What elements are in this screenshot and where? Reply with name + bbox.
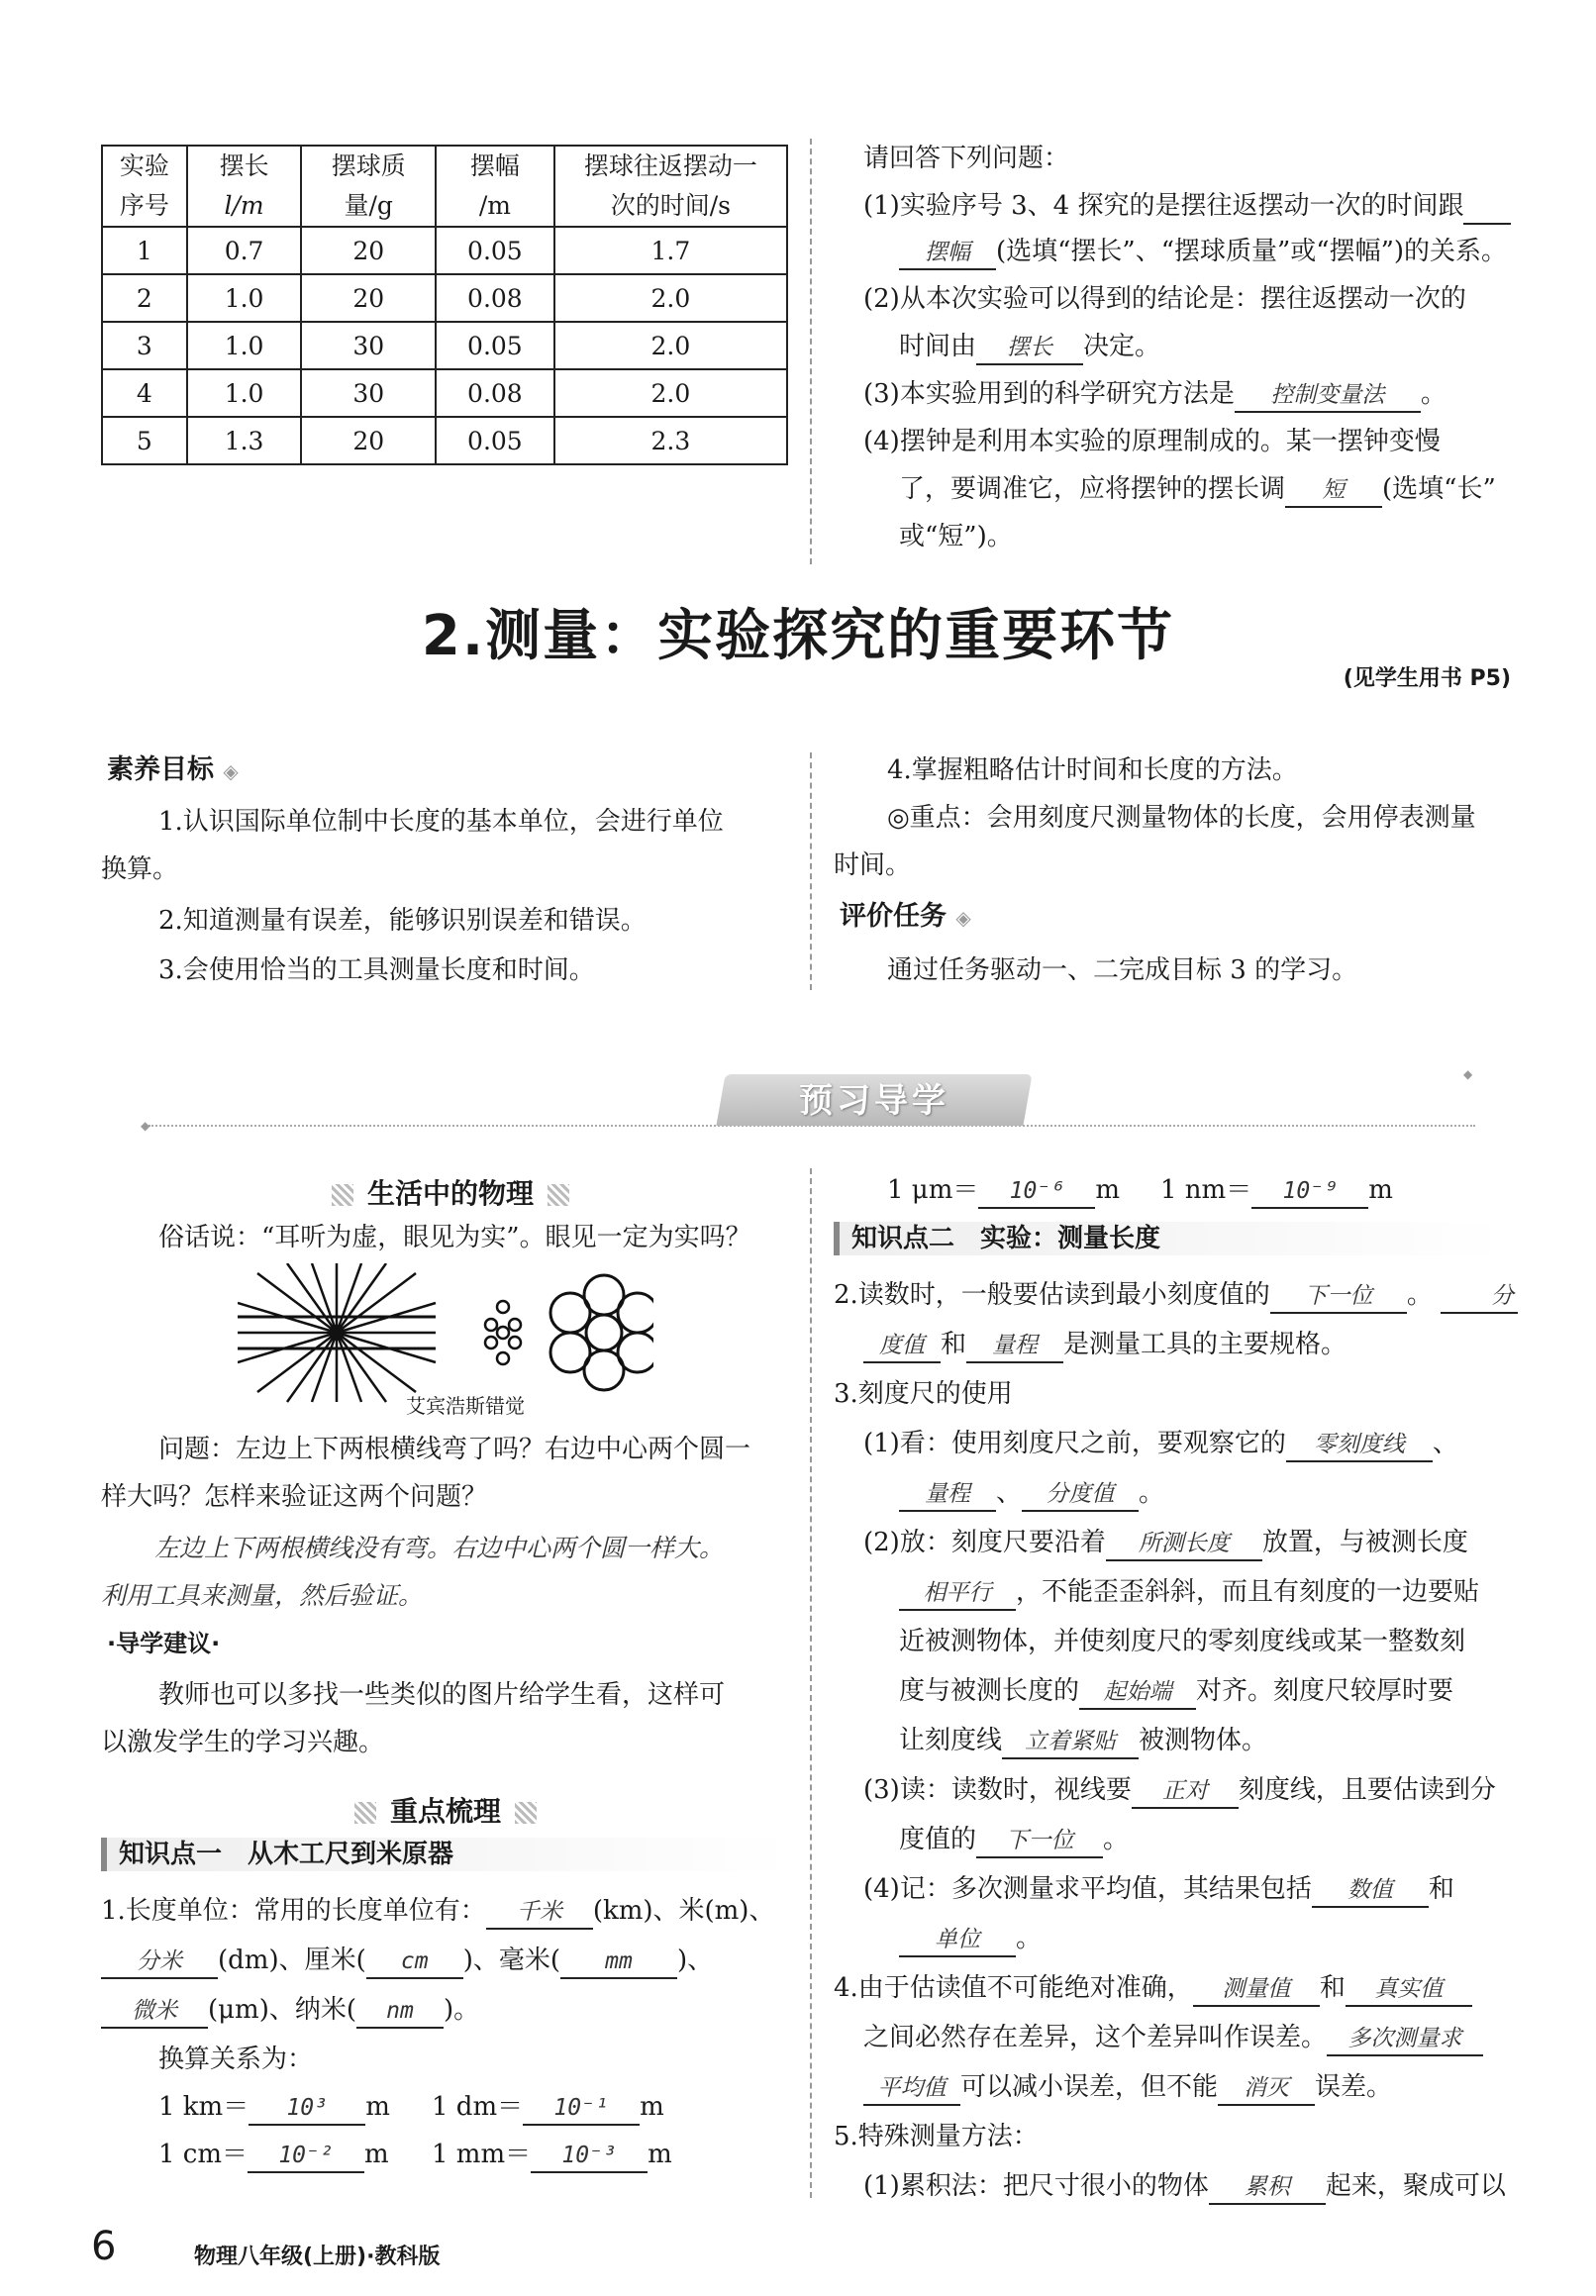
answer-blank[interactable]: 下一位 — [1270, 1280, 1407, 1314]
reading-line-2: 度值 和 量程 是测量工具的主要规格。 — [863, 1327, 1347, 1363]
table-header-cell: 摆球质 量/g — [301, 146, 436, 227]
diamond-icon: ◈ — [223, 759, 239, 783]
question-1: (1)实验序号 3、4 探究的是摆往返摆动一次的时间跟 — [863, 188, 1511, 225]
question-1-cont: 摆幅 (选填“摆长”、“摆球质量”或“摆幅”)的关系。 — [899, 234, 1507, 270]
task-text: 通过任务驱动一、二完成目标 3 的学习。 — [887, 955, 1358, 985]
units-line-1: 1.长度单位：常用的长度单位有： 千米 (km)、米(m)、 — [101, 1893, 774, 1930]
banner-left-dot: ◆ — [141, 1119, 150, 1133]
table-header-cell: 摆幅 /m — [436, 146, 554, 227]
answer-blank[interactable]: 下一位 — [976, 1825, 1103, 1858]
ruler-record: (4)记：多次测量求平均值，其结果包括 数值 和 — [863, 1871, 1454, 1908]
experiment-table — [101, 145, 788, 465]
large-circles-icon — [550, 1275, 653, 1390]
answer-blank[interactable]: 摆长 — [976, 332, 1083, 365]
answer-blank[interactable]: mm — [560, 1946, 677, 1979]
goal-1: 1.认识国际单位制中长度的基本单位，会进行单位 — [158, 807, 724, 837]
question-2: (2)从本次实验可以得到的结论是：摆往返摆动一次的 — [863, 284, 1466, 314]
table-header-cell: 实验 序号 — [102, 146, 187, 227]
table-row: 3 1.0 30 0.05 2.0 — [102, 322, 787, 369]
answer-blank[interactable]: 测量值 — [1193, 1973, 1320, 2007]
page-reference: (见学生用书 P5) — [1343, 666, 1511, 691]
ruler-place-4: 度与被测长度的 起始端 对齐。刻度尺较厚时要 — [899, 1673, 1453, 1710]
answer-blank[interactable]: 10⁻⁶ — [978, 1175, 1095, 1209]
answer-blank[interactable]: 零刻度线 — [1286, 1429, 1433, 1462]
conversion-heading: 换算关系为： — [158, 2045, 314, 2074]
units-line-3: 微米 (μm)、纳米( nm )。 — [101, 1992, 479, 2029]
handwritten-answer: 左边上下两根横线没有弯。右边中心两个圆一样大。 — [154, 1534, 725, 1562]
answer-blank[interactable]: 真实值 — [1346, 1973, 1472, 2007]
ruler-look: (1)看：使用刻度尺之前，要观察它的 零刻度线 、 — [863, 1426, 1458, 1462]
answer-blank[interactable]: 10⁻¹ — [523, 2092, 640, 2126]
answer-blank[interactable]: 10⁻² — [248, 2140, 364, 2173]
question-text-cont: 样大吗？怎样来验证这两个问题？ — [101, 1482, 488, 1512]
answer-blank[interactable]: 分 — [1441, 1280, 1518, 1314]
conversion-mm: 1 mm＝ 10⁻³ m — [432, 2137, 672, 2173]
section-title: 2.测量：实验探究的重要环节 — [421, 604, 1175, 668]
conversion-cm: 1 cm＝ 10⁻² m — [158, 2137, 389, 2173]
page-number: 6 — [91, 2224, 117, 2269]
answer-blank[interactable]: cm — [366, 1946, 463, 1979]
answer-blank[interactable]: 控制变量法 — [1235, 379, 1421, 413]
task-heading: 评价任务 ◈ — [840, 901, 971, 932]
answer-blank[interactable]: 平均值 — [863, 2072, 960, 2106]
table-header-cell: 摆球往返摆动一 次的时间/s — [554, 146, 787, 227]
answer-blank[interactable]: 微米 — [101, 1995, 208, 2029]
answer-blank[interactable]: 累积 — [1209, 2171, 1326, 2205]
key-point: ◎重点：会用刻度尺测量物体的长度，会用停表测量 — [887, 803, 1476, 833]
guide-text-cont: 以激发学生的学习兴趣。 — [101, 1728, 385, 1757]
error-line-3: 平均值 可以减小误差，但不能 消灭 误差。 — [863, 2069, 1392, 2106]
error-line-1: 4.由于估读值不可能绝对准确， 测量值 和 真实值 — [834, 1970, 1472, 2007]
answer-blank[interactable]: 摆幅 — [899, 237, 996, 270]
table-header-row — [102, 146, 787, 227]
answer-blank[interactable]: 度值 — [863, 1330, 941, 1363]
special-methods-heading: 5.特殊测量方法： — [834, 2122, 1039, 2151]
answer-blank[interactable]: 量程 — [899, 1478, 996, 1512]
small-circles-icon — [485, 1301, 521, 1364]
units-line-2: 分米 (dm)、厘米( cm )、毫米( mm )、 — [101, 1943, 713, 1979]
answer-blank[interactable]: 正对 — [1132, 1775, 1239, 1809]
answer-blank[interactable]: 数值 — [1312, 1874, 1429, 1908]
book-title: 物理八年级(上册)·教科版 — [194, 2245, 441, 2269]
answer-blank[interactable]: 10⁻⁹ — [1251, 1175, 1368, 1209]
table-row: 2 1.0 20 0.08 2.0 — [102, 274, 787, 322]
answer-blank[interactable]: 所测长度 — [1106, 1528, 1262, 1561]
question-4-end: 或“短”)。 — [899, 522, 1013, 551]
ruler-record-cont: 单位 。 — [899, 1921, 1042, 1957]
answer-blank[interactable]: 10⁻³ — [531, 2140, 648, 2173]
answer-blank[interactable]: 分米 — [101, 1946, 218, 1979]
questions-intro: 请回答下列问题： — [863, 144, 1070, 173]
ruler-usage-heading: 3.刻度尺的使用 — [834, 1379, 1013, 1409]
answer-blank[interactable]: 相平行 — [899, 1577, 1016, 1611]
table-row: 4 1.0 30 0.08 2.0 — [102, 369, 787, 417]
table-row: 1 0.7 20 0.05 1.7 — [102, 227, 787, 274]
answer-blank[interactable]: 千米 — [486, 1896, 593, 1930]
goal-3: 3.会使用恰当的工具测量长度和时间。 — [158, 955, 595, 985]
banner-right-dot: ◆ — [1463, 1067, 1473, 1081]
diamond-icon: ◈ — [955, 906, 971, 930]
ruler-place-2: 相平行 ，不能歪歪斜斜，而且有刻度的一边要贴 — [899, 1574, 1479, 1611]
goal-2: 2.知道测量有误差，能够识别误差和错误。 — [158, 906, 647, 936]
handwritten-answer-cont: 利用工具来测量，然后验证。 — [101, 1581, 424, 1610]
reading-line-1: 2.读数时，一般要估读到最小刻度值的 下一位 。 分 — [834, 1277, 1518, 1314]
conversion-um: 1 μm＝ 10⁻⁶ m — [887, 1172, 1120, 1209]
ruler-place-3: 近被测物体，并使刻度尺的零刻度线或某一整数刻 — [899, 1627, 1466, 1656]
question-2-cont: 时间由 摆长 决定。 — [899, 329, 1160, 365]
question-4: (4)摆钟是利用本实验的原理制成的。某一摆钟变慢 — [863, 427, 1441, 456]
ruler-read: (3)读：读数时，视线要 正对 刻度线，且要估读到分 — [863, 1772, 1496, 1809]
guide-text: 教师也可以多找一些类似的图片给学生看，这样可 — [158, 1680, 726, 1710]
preview-banner: 预习导学 — [799, 1081, 949, 1121]
conversion-dm: 1 dm＝ 10⁻¹ m — [432, 2089, 664, 2126]
answer-blank[interactable]: nm — [356, 1995, 444, 2029]
conversion-nm: 1 nm＝ 10⁻⁹ m — [1160, 1172, 1393, 1209]
answer-blank[interactable]: 10³ — [249, 2092, 365, 2126]
goal-4: 4.掌握粗略估计时间和长度的方法。 — [887, 755, 1298, 785]
answer-blank[interactable]: 分度值 — [1022, 1478, 1139, 1512]
goals-heading: 素养目标 ◈ — [107, 754, 239, 785]
life-physics-heading: 生活中的物理 — [267, 1172, 634, 1212]
ruler-place: (2)放：刻度尺要沿着 所测长度 放置，与被测长度 — [863, 1525, 1468, 1561]
guide-heading: ·导学建议· — [107, 1630, 221, 1657]
knowledge-point-2: 知识点二 实验：测量长度 — [834, 1222, 1505, 1255]
answer-blank[interactable]: 起始端 — [1079, 1676, 1196, 1710]
answer-blank[interactable]: 短 — [1285, 474, 1382, 508]
error-line-2: 之间必然存在差异，这个差异叫作误差。 多次测量求 — [863, 2020, 1483, 2056]
table-header-cell: 摆长 l/m — [187, 146, 302, 227]
ruler-read-cont: 度值的 下一位 。 — [899, 1822, 1129, 1858]
answer-blank[interactable]: 消灭 — [1218, 2072, 1315, 2106]
ruler-place-5: 让刻度线 立着紧贴 被测物体。 — [899, 1723, 1267, 1759]
question-3: (3)本实验用到的科学研究方法是 控制变量法 。 — [863, 376, 1446, 413]
answer-blank[interactable]: 立着紧贴 — [1002, 1726, 1139, 1759]
answer-blank[interactable]: 单位 — [899, 1924, 1016, 1957]
question-text: 问题：左边上下两根横线弯了吗？右边中心两个圆一 — [158, 1435, 751, 1464]
table-row: 5 1.3 20 0.05 2.3 — [102, 417, 787, 464]
conversion-km: 1 km＝ 10³ m — [158, 2089, 390, 2126]
figure-caption: 艾宾浩斯错觉 — [406, 1394, 525, 1418]
question-4-cont: 了，要调准它，应将摆钟的摆长调 短 (选填“长” — [899, 471, 1496, 508]
answer-blank[interactable]: 多次测量求 — [1327, 2023, 1483, 2056]
knowledge-point-1: 知识点一 从木工尺到米原器 — [101, 1838, 792, 1871]
ruler-look-cont: 量程 、 分度值 。 — [899, 1475, 1164, 1512]
key-summary-heading: 重点梳理 — [277, 1790, 614, 1830]
key-point-cont: 时间。 — [834, 850, 912, 880]
goal-1-cont: 换算。 — [101, 854, 179, 884]
answer-blank[interactable]: 量程 — [966, 1330, 1063, 1363]
proverb-text: 俗话说：“耳听为虚，眼见为实”。眼见一定为实吗？ — [158, 1223, 751, 1252]
accumulation-method: (1)累积法：把尺寸很小的物体 累积 起来，聚成可以 — [863, 2168, 1506, 2205]
